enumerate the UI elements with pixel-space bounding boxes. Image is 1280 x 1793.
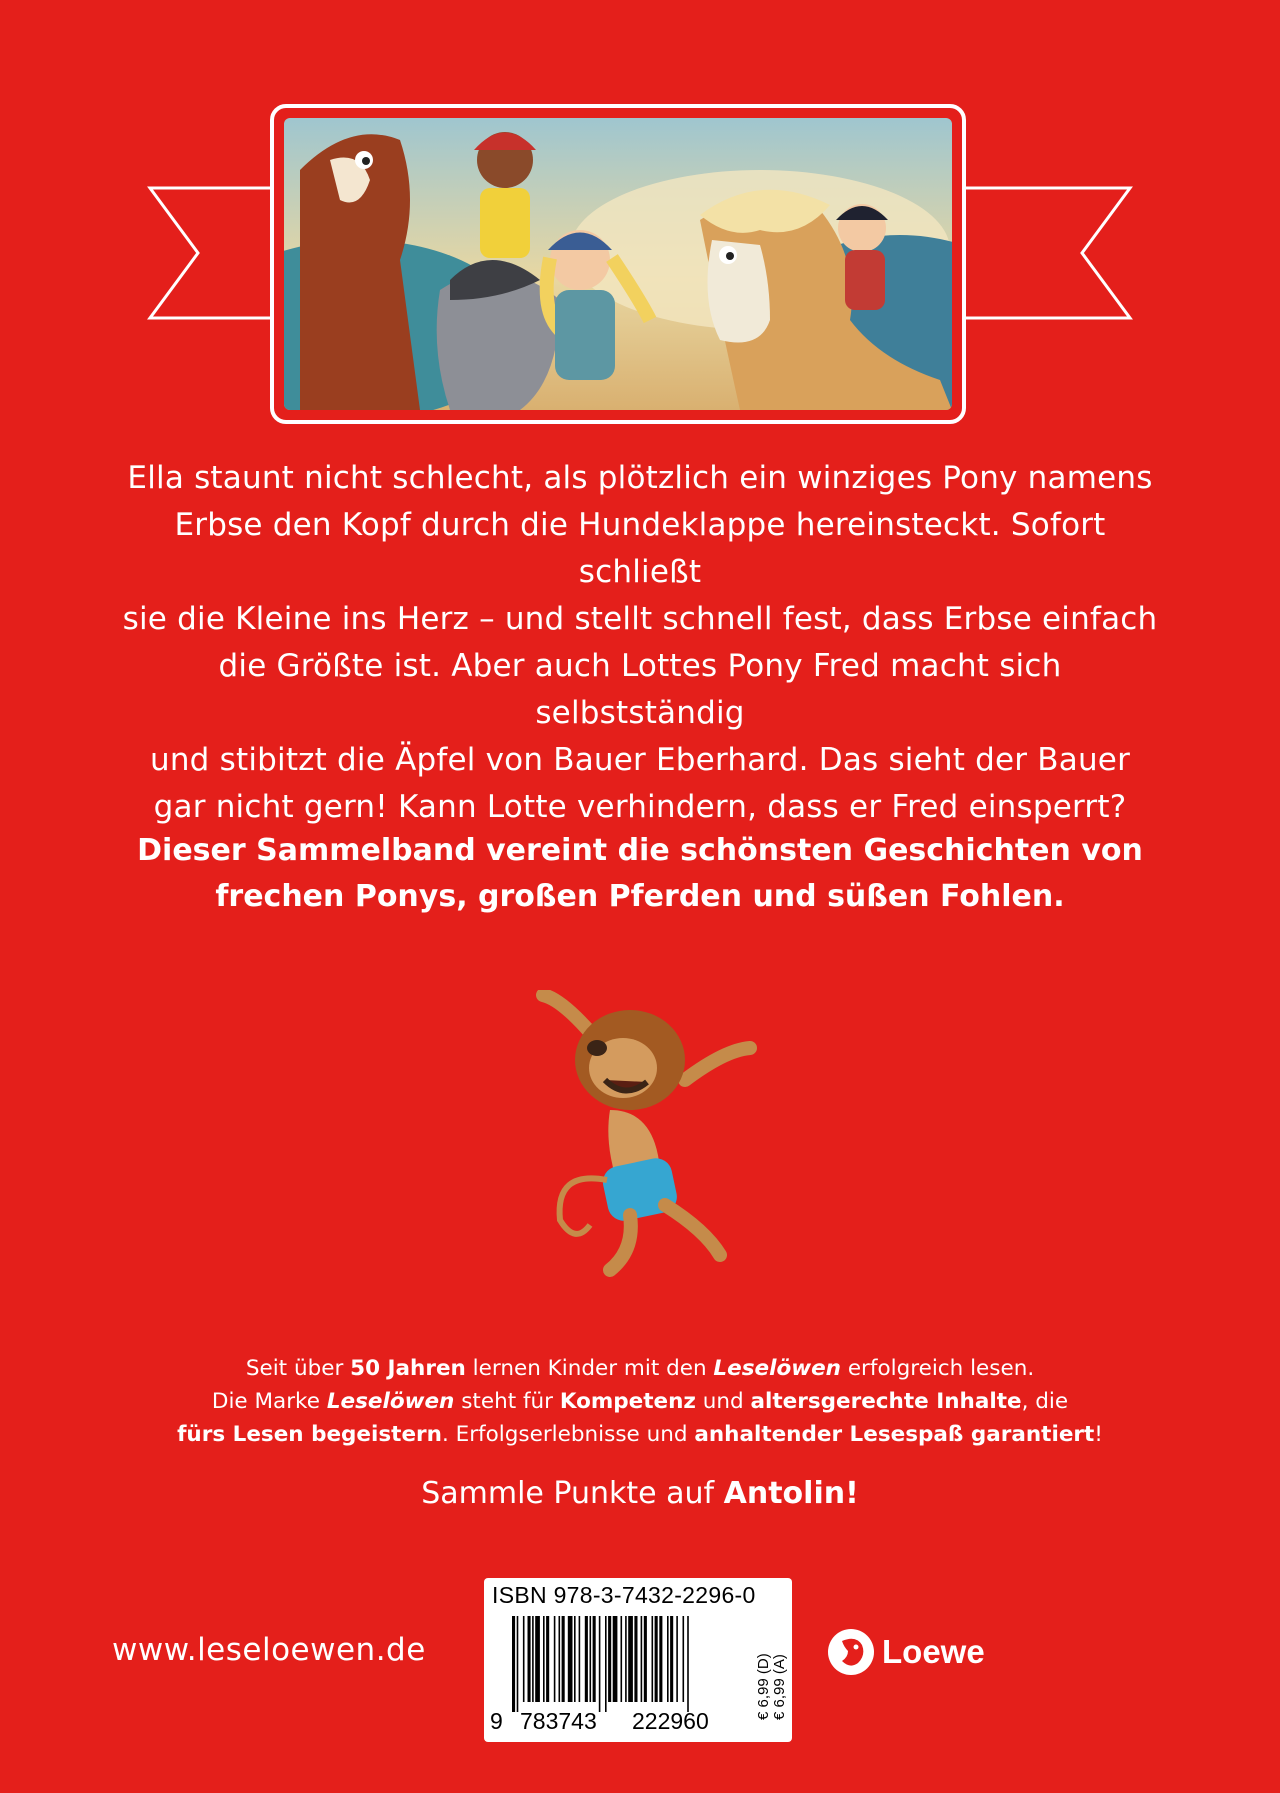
collection-note [110,828,1170,920]
publisher-logo [826,1624,985,1680]
price-germany: € 6,99 (D) [755,1653,772,1720]
brand-line-1: Seit über 50 Jahren lernen Kinder mit den Leselöwen erfolgreich lesen. [245,1356,1035,1381]
blurb-line: sie die Kleine ins Herz – und stellt schnell fest, dass Erbse einfach [122,601,1158,637]
blurb-line: Erbse den Kopf durch die Hundeklappe hereinsteckt. Sofort schließt [174,507,1106,590]
collection-line: frechen Ponys, großen Pferden und süßen Fohlen. [215,879,1065,914]
barcode-box [484,1578,792,1742]
brand-paragraph [90,1352,1190,1451]
blurb-line: gar nicht gern! Kann Lotte verhindern, dass er Fred einsperrt? [153,789,1127,825]
loewe-logo-icon [826,1627,876,1677]
barcode [492,1616,754,1712]
brand-line-3: fürs Lesen begeistern. Erfolgserlebnisse und anhaltender Lesespaß garantiert! [177,1422,1103,1447]
blurb-line: und stibitzt die Äpfel von Bauer Eberhard. Das sieht der Bauer [149,742,1131,778]
barcode-group-2: 222960 [632,1708,709,1734]
collection-line: Dieser Sammelband vereint die schönsten Geschichten von [137,833,1143,868]
blurb-line: die Größte ist. Aber auch Lottes Pony Fred macht sich selbstständig [218,648,1062,731]
barcode-lead-digit: 9 [490,1708,503,1734]
blurb-line: Ella staunt nicht schlecht, als plötzlich ein winziges Pony namens [127,460,1153,496]
website-url[interactable]: www.leseloewen.de [112,1632,426,1668]
brand-line-2: Die Marke Leselöwen steht für Kompetenz und altersgerechte Inhalte, die [211,1389,1069,1414]
ribbon-right [958,188,1130,318]
cover-illustration-banner [0,0,1280,440]
ribbon-left [150,188,278,318]
antolin-name: Antolin! [723,1476,859,1511]
publisher-name: Loewe [882,1633,985,1670]
isbn-text: ISBN 978-3-7432-2296-0 [492,1582,756,1608]
price-labels [756,1653,788,1720]
lion-mascot-illustration [535,990,765,1280]
antolin-note: Sammle Punkte auf Antolin! [421,1476,859,1511]
barcode-group-1: 783743 [520,1708,597,1734]
book-blurb [110,455,1170,831]
price-austria: € 6,99 (A) [771,1654,788,1720]
